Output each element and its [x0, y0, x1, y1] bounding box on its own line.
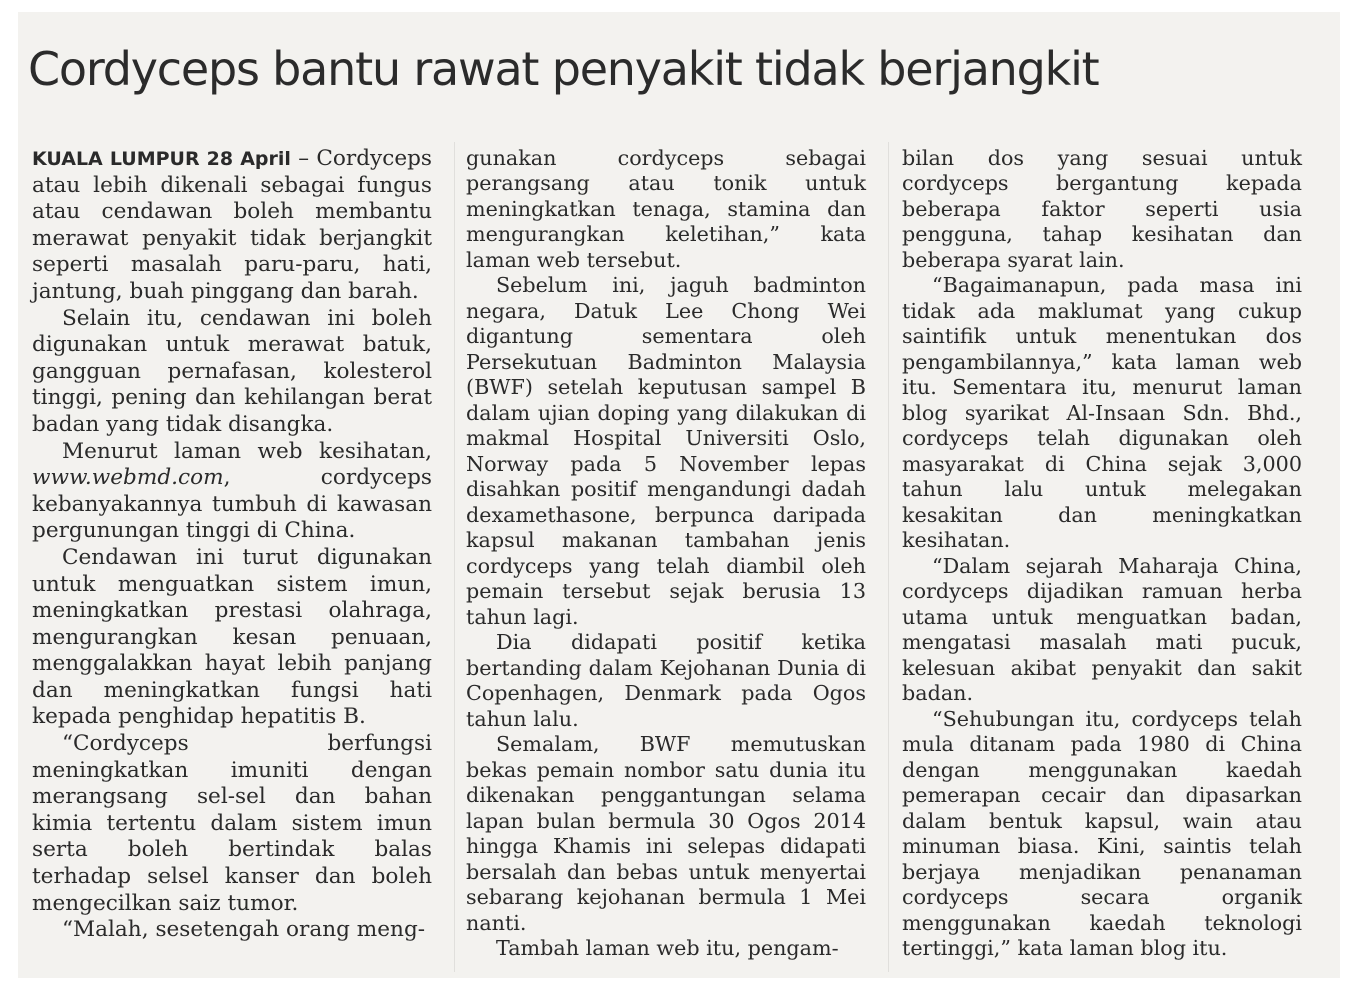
column-divider [888, 142, 889, 972]
paragraph: “Sehubungan itu, cordyceps telah mula ditanam pada 1980 di China dengan menggunakan kaedah pemerapan cecair dan dipasarkan dalam bentuk kapsul, wain atau minuman biasa. Kini, saintis telah berjaya menjadikan penanaman cordyceps secara organik menggunakan kaedah teknologi tertinggi,” kata laman blog itu. [902, 706, 1302, 961]
paragraph: “Bagaimanapun, pada masa ini tidak ada maklumat yang cukup saintifik untuk menentukan dos pengambilannya,” kata laman web itu. Sementara itu, menurut laman blog syarikat Al-Insaan Sdn. Bhd., cordyceps telah digunakan oleh masyarakat di China sejak 3,000 tahun lalu untuk melegakan kesakitan dan meningkatkan kesihatan. [902, 273, 1302, 553]
paragraph: Sebelum ini, jaguh badminton negara, Datuk Lee Chong Wei digantung sementara oleh Persekutuan Badminton Malaysia (BWF) setelah keputusan sampel B dalam ujian doping yang dilakukan di makmal Hospital Universiti Oslo, Norway pada 5 November lepas disahkan positif mengandungi dadah dexamethasone, berpunca daripada kapsul makanan tambahan jenis cordyceps yang telah diambil oleh pemain tersebut sejak berusia 13 tahun lagi. [466, 273, 866, 629]
paragraph: Semalam, BWF memutuskan bekas pemain nombor satu dunia itu dikenakan penggantungan selama lapan bulan bermula 30 Ogos 2014 hingga Khamis ini selepas didapati bersalah dan bebas untuk menyertai sebarang kejohanan bermula 1 Mei nanti. [466, 732, 866, 935]
paragraph: Cendawan ini turut digunakan untuk menguatkan sistem imun, meningkatkan prestasi olahraga, mengurangkan kesan penuaan, menggalakkan hayat lebih panjang dan meningkatkan fungsi hati kepada penghidap hepatitis B. [32, 544, 432, 730]
paragraph [32, 439, 432, 545]
paragraph: Dia didapati positif ketika bertanding dalam Kejohanan Dunia di Copenhagen, Denmark pada Ogos tahun lalu. [466, 630, 866, 731]
column-divider [454, 142, 455, 972]
article-column-3 [902, 146, 1302, 962]
paragraph: “Dalam sejarah Maharaja China, cordyceps dijadikan ramuan herba utama untuk menguatkan badan, mengatasi masalah mati pucuk, kelesuan akibat penyakit dan sakit badan. [902, 553, 1302, 706]
paragraph: “Malah, sesetengah orang meng- [62, 917, 426, 943]
paragraph: Selain itu, cendawan ini boleh digunakan untuk merawat batuk, gangguan pernafasan, kolesterol tinggi, pening dan kehilangan berat badan yang tidak disangka. [32, 305, 432, 437]
paragraph-text: – Cordyceps atau lebih dikenali sebagai fungus atau cendawan boleh membantu merawat penyakit tidak berjangkit seperti masalah paru-paru, hati, jantung, buah pinggang dan barah. [32, 146, 432, 304]
newspaper-clipping [18, 12, 1340, 978]
article-column-1 [32, 146, 432, 944]
paragraph-text: , cordyceps kebanyakannya tumbuh di kawasan pergunungan tinggi di China. [32, 465, 432, 544]
website-url: www.webmd.com [32, 465, 224, 491]
dateline: KUALA LUMPUR 28 April [32, 148, 291, 170]
paragraph: “Cordyceps berfungsi meningkatkan imuniti dengan merangsang sel-sel dan bahan kimia tertentu dalam sistem imun serta boleh bertindak balas terhadap selsel kanser dan boleh mengecilkan saiz tumor. [32, 731, 432, 916]
paragraph: gunakan cordyceps sebagai perangsang atau tonik untuk meningkatkan tenaga, stamina dan mengurangkan keletihan,” kata laman web tersebut. [466, 146, 866, 272]
paragraph: Tambah laman web itu, pengam- [496, 936, 839, 961]
paragraph [32, 146, 432, 306]
paragraph-text: Menurut laman web kesihatan, [62, 438, 432, 464]
paragraph: bilan dos yang sesuai untuk cordyceps bergantung kepada beberapa faktor seperti usia pengguna, tahap kesihatan dan beberapa syarat lain. [902, 146, 1302, 272]
article-column-2 [466, 146, 866, 962]
article-headline: Cordyceps bantu rawat penyakit tidak berjangkit [28, 42, 1099, 96]
